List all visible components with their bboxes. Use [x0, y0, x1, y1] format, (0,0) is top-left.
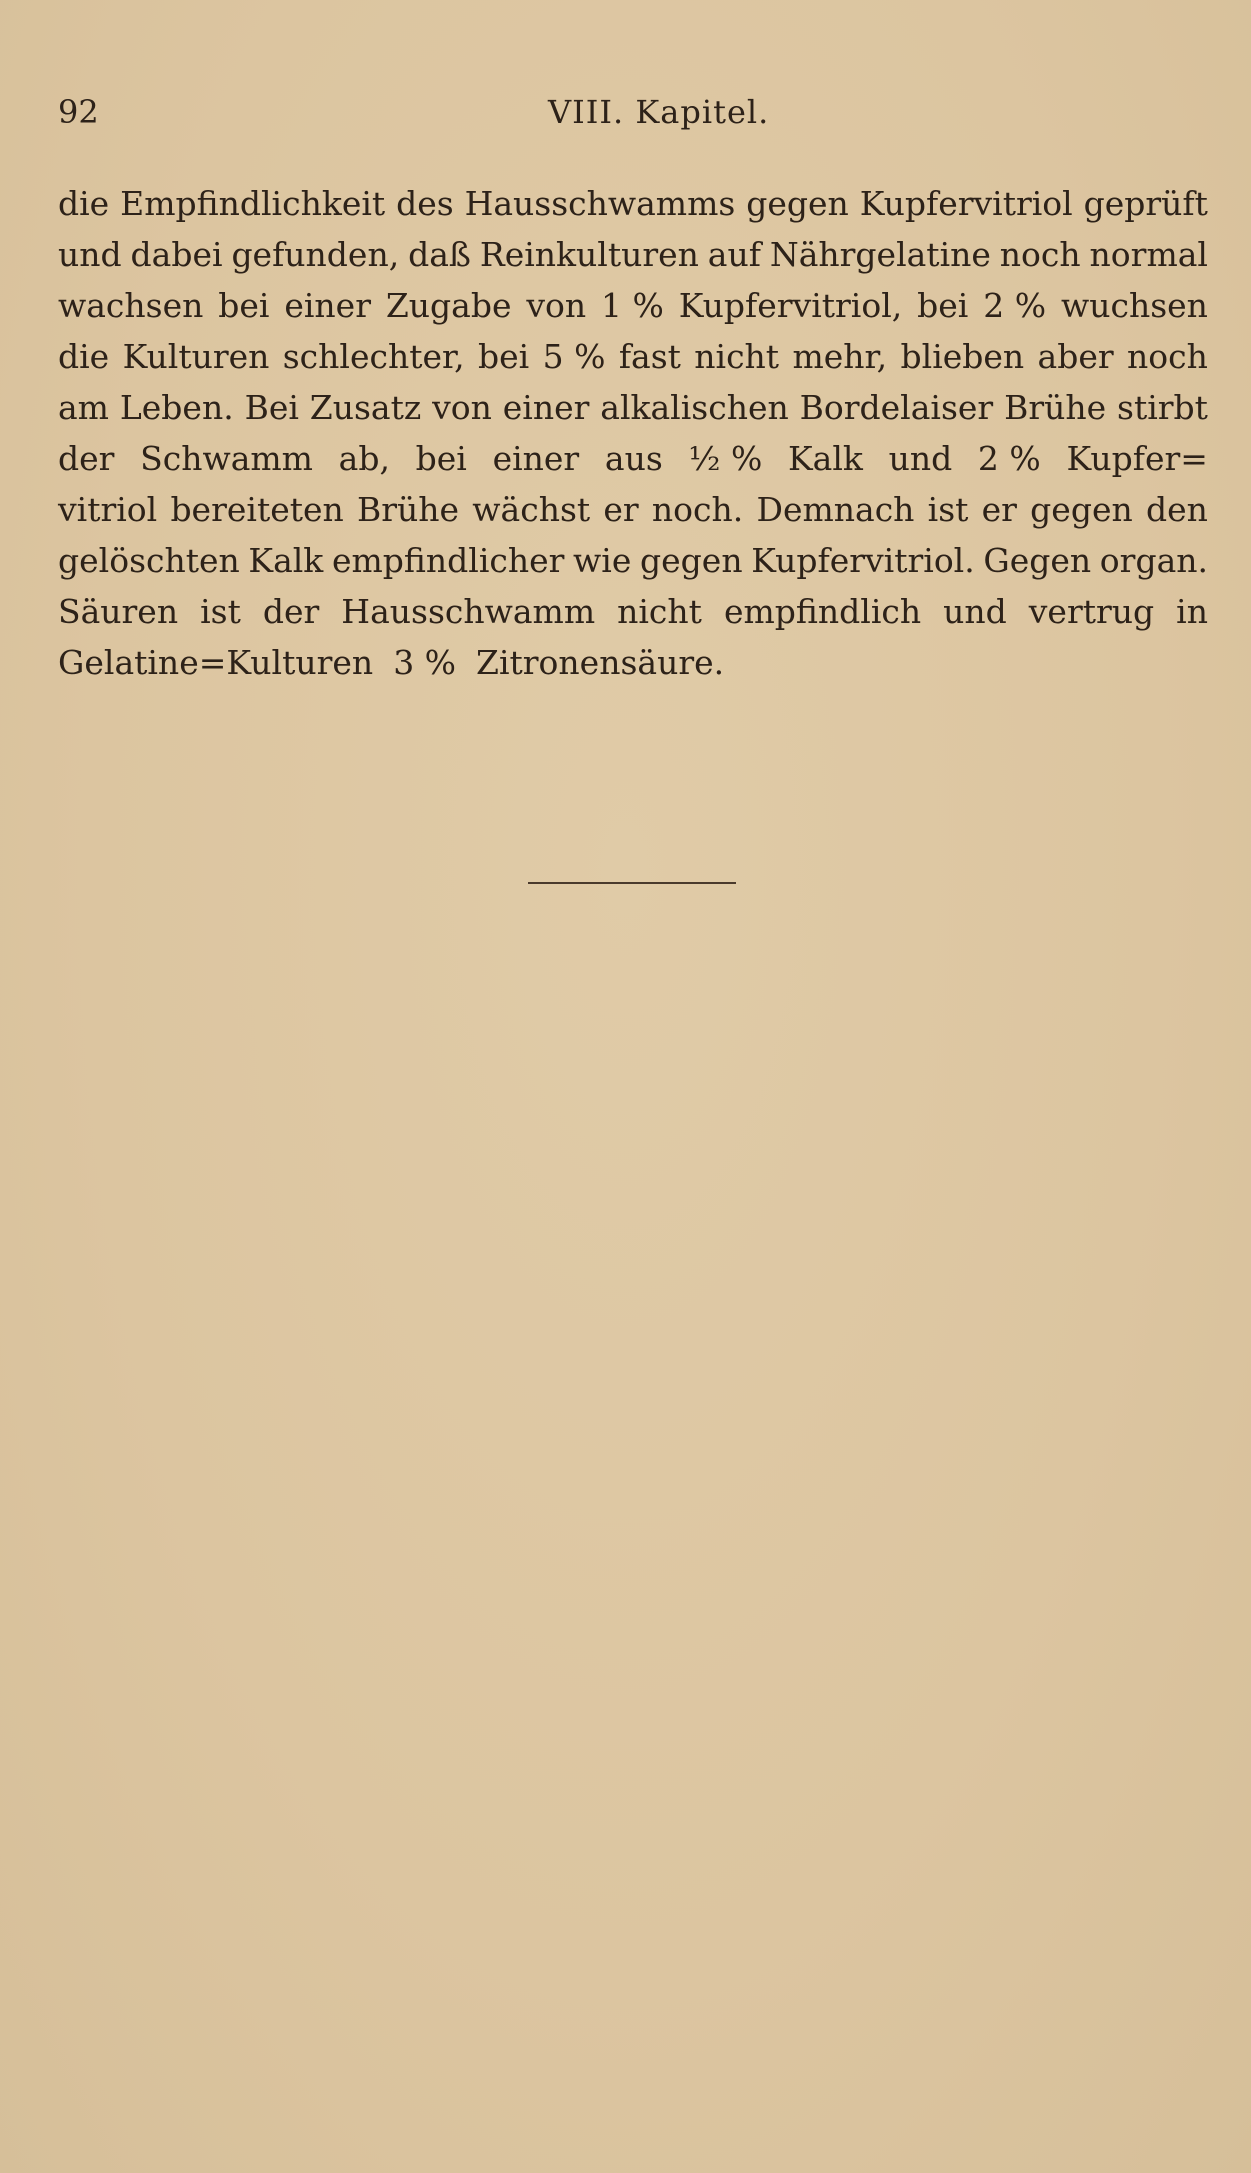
word: Kupfervitriol,	[678, 286, 903, 325]
word: mehr,	[792, 337, 888, 376]
word: Leben.	[119, 388, 234, 427]
word: einer	[492, 439, 580, 478]
word: Kupfervitriol.	[751, 541, 975, 580]
word: und	[943, 592, 1007, 631]
word: aber	[1037, 337, 1114, 376]
word: des	[396, 184, 454, 223]
word: die	[58, 337, 110, 376]
word: gegen	[1030, 490, 1133, 529]
word: Zugabe	[385, 286, 512, 325]
section-end-rule	[528, 882, 736, 884]
word: empfindlicher	[331, 541, 565, 580]
word: ist	[927, 490, 969, 529]
word: von	[432, 388, 492, 427]
word: alkalischen	[600, 388, 789, 427]
percent-value: ½ %	[688, 439, 763, 478]
text-line	[58, 586, 1208, 637]
word: blieben	[900, 337, 1025, 376]
word: Hausschwamms	[464, 184, 736, 223]
word: Gegen	[983, 541, 1092, 580]
word: den	[1145, 490, 1208, 529]
word: Kupfer=	[1066, 439, 1208, 478]
word: Demnach	[756, 490, 915, 529]
word: noch	[999, 235, 1081, 274]
body-paragraph	[58, 178, 1208, 688]
percent-value: 3 %	[393, 643, 457, 682]
page-number: 92	[58, 93, 99, 131]
text-line	[58, 280, 1208, 331]
text-line	[58, 382, 1208, 433]
word: Kalk	[788, 439, 863, 478]
word: auf	[707, 235, 761, 274]
word: einer	[284, 286, 371, 325]
word: bereiteten	[170, 490, 344, 529]
word: Bei	[244, 388, 299, 427]
word: normal	[1089, 235, 1208, 274]
word: Kalk	[248, 541, 324, 580]
word: gegen	[746, 184, 849, 223]
word: die	[58, 184, 110, 223]
word: aus	[604, 439, 663, 478]
word: Säuren	[58, 592, 179, 631]
word: gelöschten	[58, 541, 240, 580]
word: Gelatine=Kulturen	[58, 643, 374, 682]
word: vitriol	[58, 490, 158, 529]
chapter-title: VIII. Kapitel.	[548, 93, 770, 131]
percent-value: 1 %	[601, 286, 664, 325]
word: Reinkulturen	[479, 235, 699, 274]
word: schlechter,	[282, 337, 465, 376]
word: geprüft	[1083, 184, 1208, 223]
word: nicht	[617, 592, 702, 631]
word: Brühe	[1004, 388, 1107, 427]
word: am	[58, 388, 109, 427]
text-line	[58, 331, 1208, 382]
text-line	[58, 637, 1208, 688]
word: und	[888, 439, 953, 478]
word: daß	[408, 235, 471, 274]
text-line	[58, 178, 1208, 229]
word: er	[603, 490, 639, 529]
word: und	[58, 235, 122, 274]
word: dabei	[130, 235, 223, 274]
percent-value: 2 %	[977, 439, 1041, 478]
word: ab,	[338, 439, 390, 478]
word: fast	[618, 337, 681, 376]
word: der	[262, 592, 320, 631]
word: Brühe	[357, 490, 460, 529]
word: noch.	[651, 490, 744, 529]
word: Schwamm	[140, 439, 313, 478]
word: von	[526, 286, 587, 325]
word: bei	[917, 286, 969, 325]
word: wuchsen	[1060, 286, 1208, 325]
word: noch	[1127, 337, 1208, 376]
word: wächst	[472, 490, 591, 529]
word: bei	[218, 286, 270, 325]
word: der	[58, 439, 115, 478]
word: ist	[200, 592, 241, 631]
word: nicht	[694, 337, 780, 376]
word: Zitronensäure.	[476, 643, 725, 682]
text-line	[58, 433, 1208, 484]
word: bei	[415, 439, 467, 478]
word: Zusatz	[309, 388, 422, 427]
word: Kupfervitriol	[859, 184, 1073, 223]
running-head	[58, 90, 1203, 134]
text-line	[58, 229, 1208, 280]
word: Kulturen	[122, 337, 270, 376]
word: stirbt	[1117, 388, 1208, 427]
word: einer	[502, 388, 590, 427]
word: er	[981, 490, 1017, 529]
word: Hausschwamm	[341, 592, 596, 631]
word: empfindlich	[723, 592, 922, 631]
word: gegen	[640, 541, 743, 580]
word: Bordelaiser	[799, 388, 994, 427]
word: organ.	[1099, 541, 1208, 580]
word: Nährgelatine	[769, 235, 991, 274]
word: vertrug	[1028, 592, 1155, 631]
word: in	[1176, 592, 1208, 631]
word: gefunden,	[231, 235, 400, 274]
word: wie	[573, 541, 632, 580]
text-line	[58, 535, 1208, 586]
percent-value: 5 %	[542, 337, 606, 376]
text-line	[58, 484, 1208, 535]
word: wachsen	[58, 286, 204, 325]
percent-value: 2 %	[983, 286, 1047, 325]
word: Empfindlichkeit	[120, 184, 386, 223]
word: bei	[478, 337, 530, 376]
